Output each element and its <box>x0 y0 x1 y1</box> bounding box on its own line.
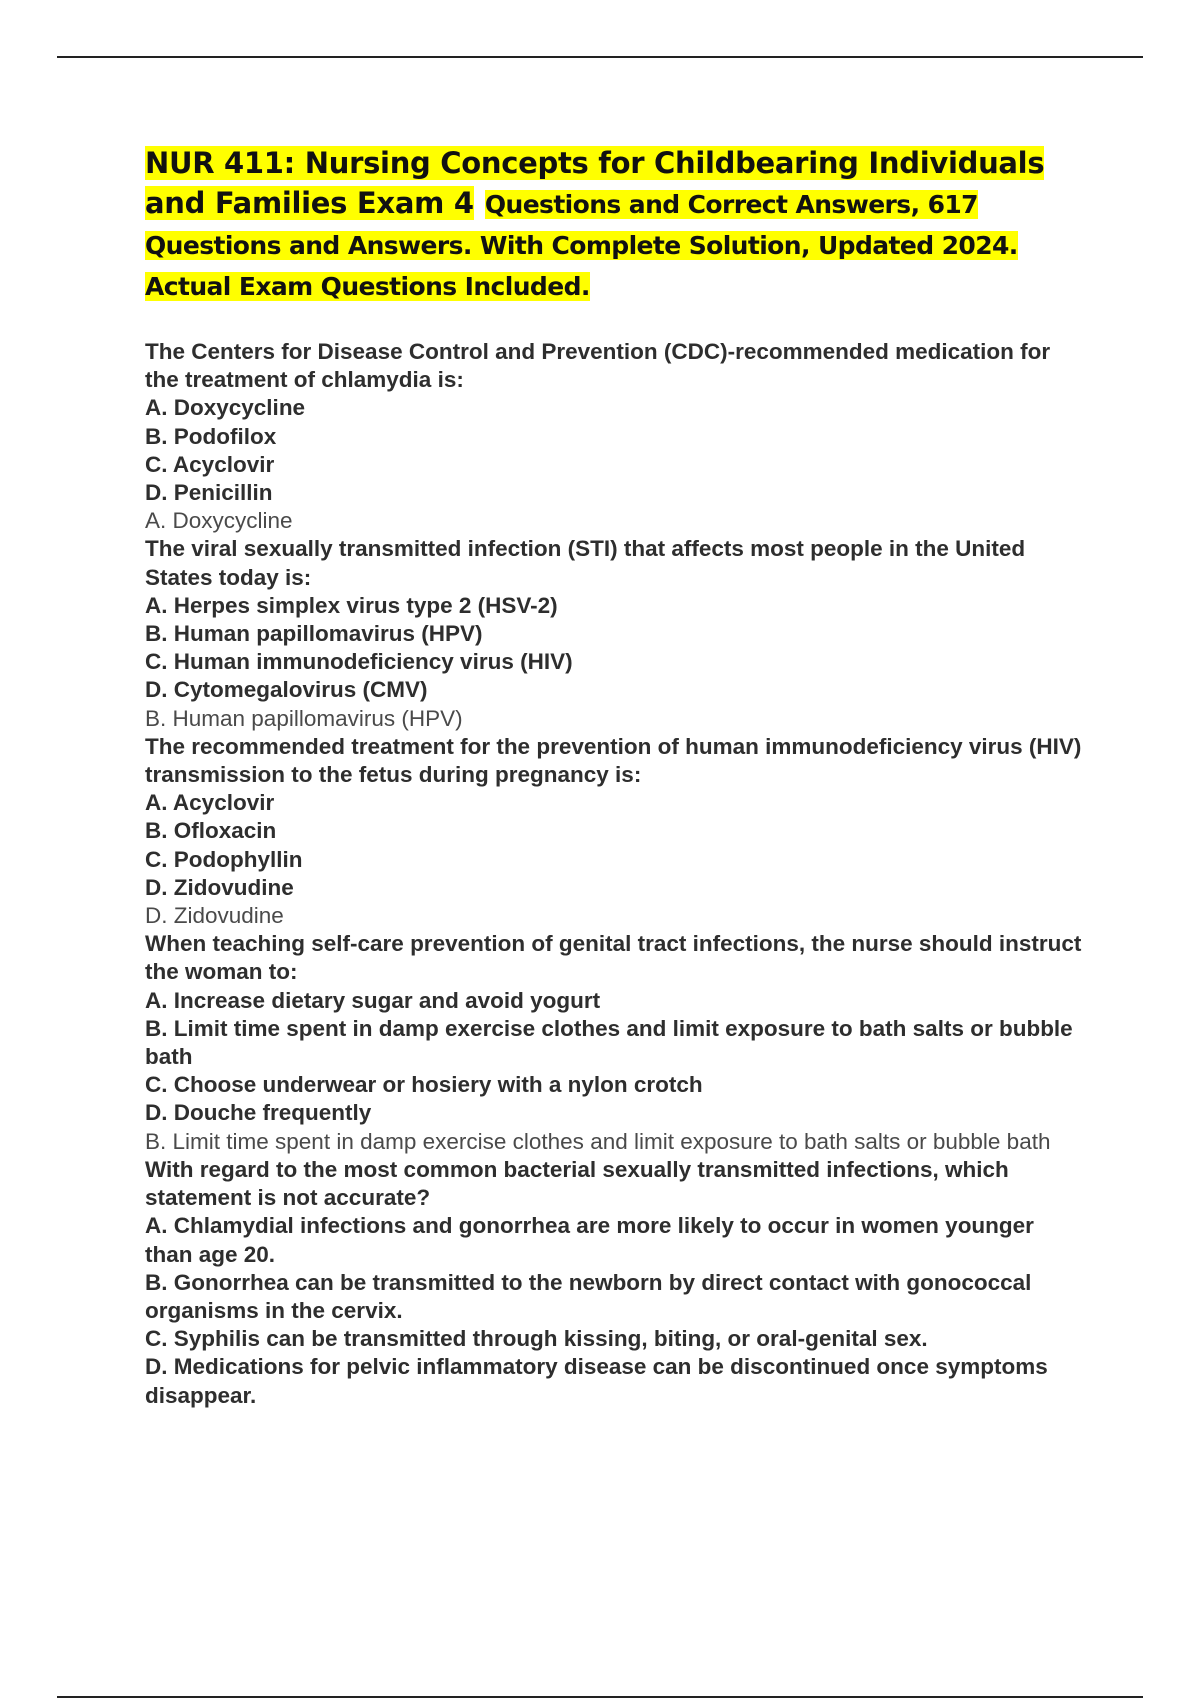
question-block-3 <box>145 733 1085 930</box>
option-d: D. Penicillin <box>145 480 273 506</box>
option-b: B. Ofloxacin <box>145 818 277 844</box>
question-block-1 <box>145 338 1085 535</box>
option-a: A. Chlamydial infections and gonorrhea are more likely to occur in women younger than age 20. <box>145 1213 1034 1267</box>
bottom-rule <box>57 1696 1143 1698</box>
correct-answer: B. Limit time spent in damp exercise clothes and limit exposure to bath salts or bubble bath <box>145 1128 1051 1154</box>
option-d: D. Zidovudine <box>145 874 294 900</box>
option-d: D. Cytomegalovirus (CMV) <box>145 677 428 703</box>
option-d: D. Douche frequently <box>145 1100 372 1126</box>
correct-answer: A. Doxycycline <box>145 508 293 534</box>
option-c: C. Human immunodeficiency virus (HIV) <box>145 649 573 675</box>
option-d: D. Medications for pelvic inflammatory disease can be discontinued once symptoms disappear. <box>145 1354 1048 1408</box>
option-b: B. Limit time spent in damp exercise clothes and limit exposure to bath salts or bubble bath <box>145 1015 1073 1070</box>
question-text: The viral sexually transmitted infection (STI) that affects most people in the United States today is: <box>145 536 1026 590</box>
document-title <box>145 143 1105 306</box>
question-text: With regard to the most common bacterial sexually transmitted infections, which statement is not accurate? <box>145 1156 1009 1211</box>
option-c: C. Syphilis can be transmitted through kissing, biting, or oral-genital sex. <box>145 1326 928 1352</box>
option-a: A. Acyclovir <box>145 790 275 816</box>
question-text: When teaching self-care prevention of genital tract infections, the nurse should instruct the woman to: <box>145 931 1082 985</box>
option-b: B. Gonorrhea can be transmitted to the newborn by direct contact with gonococcal organisms in the cervix. <box>145 1269 1032 1323</box>
top-rule <box>57 56 1143 58</box>
option-a: A. Doxycycline <box>145 395 306 421</box>
correct-answer: D. Zidovudine <box>145 903 284 929</box>
question-text: The recommended treatment for the prevention of human immunodeficiency virus (HIV) transmission to the fetus during pregnancy is: <box>145 733 1082 788</box>
question-block-2 <box>145 535 1085 732</box>
question-text: The Centers for Disease Control and Prevention (CDC)-recommended medication for the treatment of chlamydia is: <box>145 339 1051 393</box>
option-c: C. Acyclovir <box>145 451 275 477</box>
option-c: C. Podophyllin <box>145 846 303 872</box>
question-list <box>145 338 1085 1410</box>
question-block-5 <box>145 1156 1085 1410</box>
option-c: C. Choose underwear or hosiery with a nylon crotch <box>145 1072 703 1098</box>
option-b: B. Human papillomavirus (HPV) <box>145 621 483 647</box>
option-a: A. Increase dietary sugar and avoid yogurt <box>145 987 601 1013</box>
question-block-4 <box>145 930 1085 1156</box>
correct-answer: B. Human papillomavirus (HPV) <box>145 705 463 731</box>
title-description: Questions and Correct Answers, 617 Questions and Answers. With Complete Solution, Updated 2024. Actual Exam Questions Included. <box>145 190 1018 301</box>
option-b: B. Podofilox <box>145 423 277 449</box>
option-a: A. Herpes simplex virus type 2 (HSV-2) <box>145 592 558 618</box>
title-course-name: NUR 411: Nursing Concepts for Childbearing Individuals and Families Exam 4 <box>145 146 1045 220</box>
